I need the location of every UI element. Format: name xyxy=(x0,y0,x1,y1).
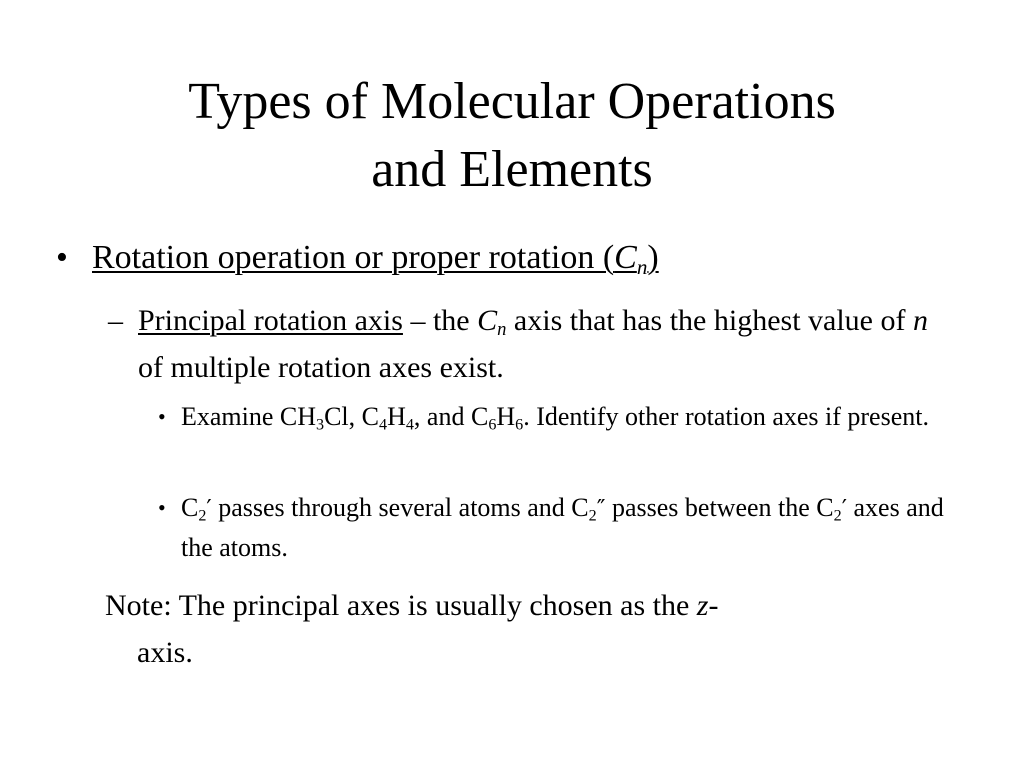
dash-marker: – xyxy=(108,304,123,337)
title-line-2: and Elements xyxy=(371,141,653,198)
title-line-1: Types of Molecular Operations xyxy=(188,73,836,130)
c2-axes-text: $C_2'$ passes through several atoms and $C_2''$ passes between the $C_2'$ axes and the atoms. xyxy=(181,493,944,562)
principal-axis-text: Principal rotation axis – the $C_n$ axis that has the highest value of n of multiple rotation axes exist. xyxy=(138,304,928,384)
small-bullet-marker: • xyxy=(158,495,166,520)
note-text: Note: The principal axes is usually chosen as the z- axis. xyxy=(105,589,719,669)
bullet-marker: • xyxy=(56,239,68,276)
rotation-operation-heading: Rotation operation or proper rotation $(C_n)$ xyxy=(92,239,659,279)
bullet-text xyxy=(92,236,992,280)
examine-text: Examine $CH_3Cl$, $C_4H_4$, and $C_6H_6$. Identify other rotation axes if present. xyxy=(181,402,929,434)
small-bullet-marker: • xyxy=(158,404,166,429)
slide-title xyxy=(0,68,1024,204)
principal-axis-term: Principal rotation axis xyxy=(138,304,403,337)
